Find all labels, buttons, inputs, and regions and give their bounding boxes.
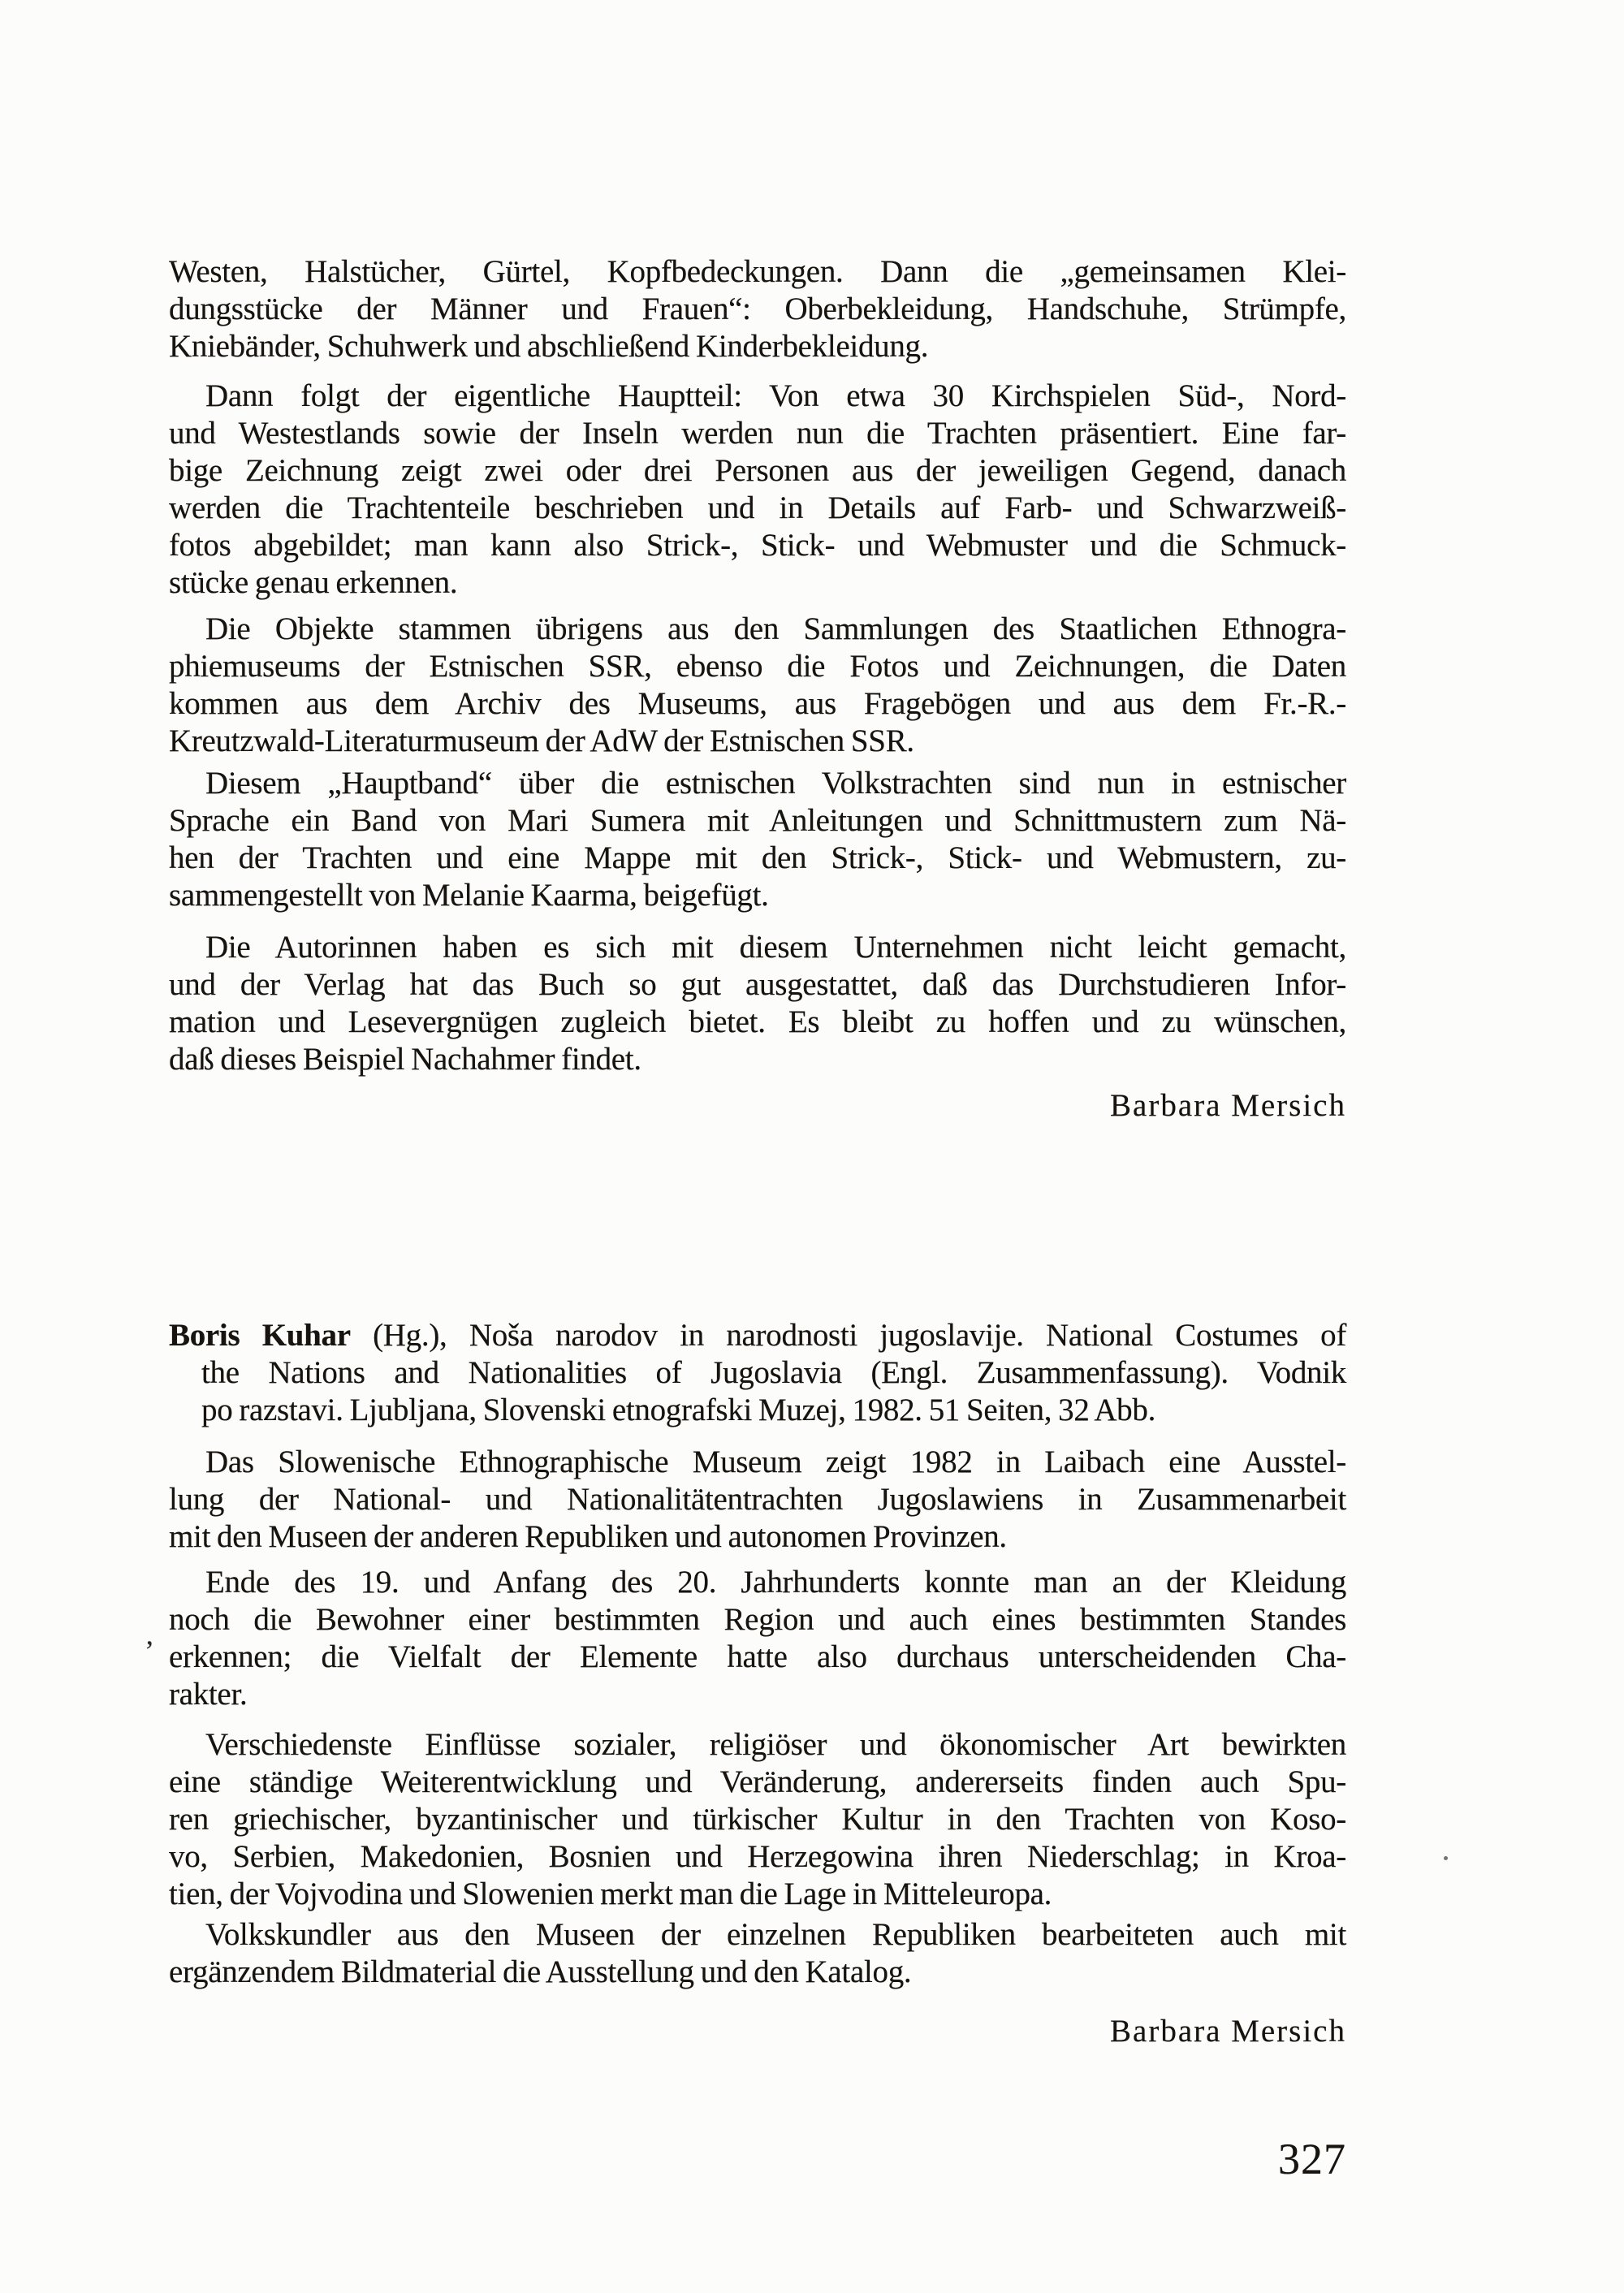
text-line: Boris Kuhar (Hg.), Noša narodov in narodnosti jugoslavije. National Costumes of <box>169 1318 1347 1353</box>
editor-name-bold: Boris Kuhar <box>169 1318 351 1353</box>
text-line: Sprache ein Band von Mari Sumera mit Anleitungen und Schnittmustern zum Nä- <box>169 803 1346 838</box>
paragraph <box>169 253 1346 365</box>
text-line: Westen, Halstücher, Gürtel, Kopfbedeckungen. Dann die „gemeinsamen Klei- <box>169 254 1346 289</box>
text-line: werden die Trachtenteile beschrieben und in Details auf Farb- und Schwarzweiß- <box>169 490 1346 525</box>
text-line: bige Zeichnung zeigt zwei oder drei Personen aus der jeweiligen Gegend, danach <box>169 453 1346 488</box>
paragraph <box>169 929 1346 1078</box>
text-line: eine ständige Weiterentwicklung und Veränderung, andererseits finden auch Spu- <box>169 1764 1346 1799</box>
text-line: Volkskundler aus den Museen der einzelnen Republiken bearbeiteten auch mit <box>205 1917 1346 1952</box>
text-line: tien, der Vojvodina und Slowenien merkt man die Lage in Mitteleuropa. <box>169 1876 1052 1911</box>
text-line: Die Autorinnen haben es sich mit diesem Unternehmen nicht leicht gemacht, <box>205 930 1346 965</box>
text-line: Ende des 19. und Anfang des 20. Jahrhunderts konnte man an der Kleidung <box>205 1565 1346 1600</box>
review-2 <box>169 1317 1346 2050</box>
text-line: Verschiedenste Einflüsse sozialer, religiöser und ökonomischer Art bewirkten <box>205 1727 1346 1762</box>
text-line: ergänzendem Bildmaterial die Ausstellung und den Katalog. <box>169 1954 912 1989</box>
text-line: hen der Trachten und eine Mappe mit den Strick-, Stick- und Webmustern, zu- <box>169 840 1346 875</box>
text-line: mation und Lesevergnügen zugleich bietet. Es bleibt zu hoffen und zu wünschen, <box>169 1004 1346 1039</box>
text-line: und der Verlag hat das Buch so gut ausgestattet, daß das Durchstudieren Infor- <box>169 967 1346 1002</box>
paragraph <box>169 1444 1346 1556</box>
text-line: phiemuseums der Estnischen SSR, ebenso die Fotos und Zeichnungen, die Daten <box>169 649 1346 684</box>
paragraph <box>169 611 1346 760</box>
text-line: Kreutzwald-Literaturmuseum der AdW der Estnischen SSR. <box>169 723 914 758</box>
paragraph <box>169 1564 1346 1713</box>
text-column <box>169 253 1346 2183</box>
bibliographic-heading <box>169 1317 1346 1429</box>
text-line: vo, Serbien, Makedonien, Bosnien und Herzegowina ihren Niederschlag; in Kroa- <box>169 1839 1346 1874</box>
text-line: dungsstücke der Männer und Frauen“: Oberbekleidung, Handschuhe, Strümpfe, <box>169 291 1346 326</box>
reviewer-signature: Barbara Mersich <box>1110 1088 1346 1123</box>
text-line: rakter. <box>169 1677 248 1712</box>
text-line: daß dieses Beispiel Nachahmer findet. <box>169 1042 641 1077</box>
text-line: Kniebänder, Schuhwerk und abschließend Kinderbekleidung. <box>169 329 929 364</box>
text-line: kommen aus dem Archiv des Museums, aus Fragebögen und aus dem Fr.-R.- <box>169 686 1346 721</box>
text-line: fotos abgebildet; man kann also Strick-, Stick- und Webmuster und die Schmuck- <box>169 528 1346 563</box>
text-line: Dann folgt der eigentliche Hauptteil: Von etwa 30 Kirchspielen Süd-, Nord- <box>205 378 1346 413</box>
text-line: sammengestellt von Melanie Kaarma, beigefügt. <box>169 878 769 913</box>
scan-artifact-apostrophe: ’ <box>145 1634 154 1667</box>
page-number: 327 <box>1278 2135 1346 2183</box>
text-line: Diesem „Hauptband“ über die estnischen Volkstrachten sind nun in estnischer <box>205 766 1346 801</box>
text-line: mit den Museen der anderen Republiken und autonomen Provinzen. <box>169 1519 1007 1554</box>
text-line: Die Objekte stammen übrigens aus den Sammlungen des Staatlichen Ethnogra- <box>205 611 1346 646</box>
review-1 <box>169 253 1346 1125</box>
scan-artifact-dot <box>1444 1856 1448 1860</box>
text-line: the Nations and Nationalities of Jugoslavia (Engl. Zusammenfassung). Vodnik <box>201 1355 1346 1390</box>
reviewer-signature: Barbara Mersich <box>1110 2014 1346 2049</box>
text-line: erkennen; die Vielfalt der Elemente hatte also durchaus unterscheidenden Cha- <box>169 1639 1346 1674</box>
text-line: noch die Bewohner einer bestimmten Region und auch eines bestimmten Standes <box>169 1602 1346 1637</box>
text-line: po razstavi. Ljubljana, Slovenski etnografski Muzej, 1982. 51 Seiten, 32 Abb. <box>201 1393 1156 1427</box>
text-line: stücke genau erkennen. <box>169 565 458 600</box>
paragraph <box>169 378 1346 602</box>
text-line: lung der National- und Nationalitätentrachten Jugoslawiens in Zusammenarbeit <box>169 1482 1346 1517</box>
text-line: und Westestlands sowie der Inseln werden nun die Trachten präsentiert. Eine far- <box>169 416 1346 451</box>
paragraph <box>169 1916 1346 1991</box>
text-line: ren griechischer, byzantinischer und türkischer Kultur in den Trachten von Koso- <box>169 1802 1346 1837</box>
paragraph <box>169 1726 1346 1913</box>
paragraph <box>169 765 1346 914</box>
text-line: Das Slowenische Ethnographische Museum zeigt 1982 in Laibach eine Ausstel- <box>205 1444 1346 1479</box>
